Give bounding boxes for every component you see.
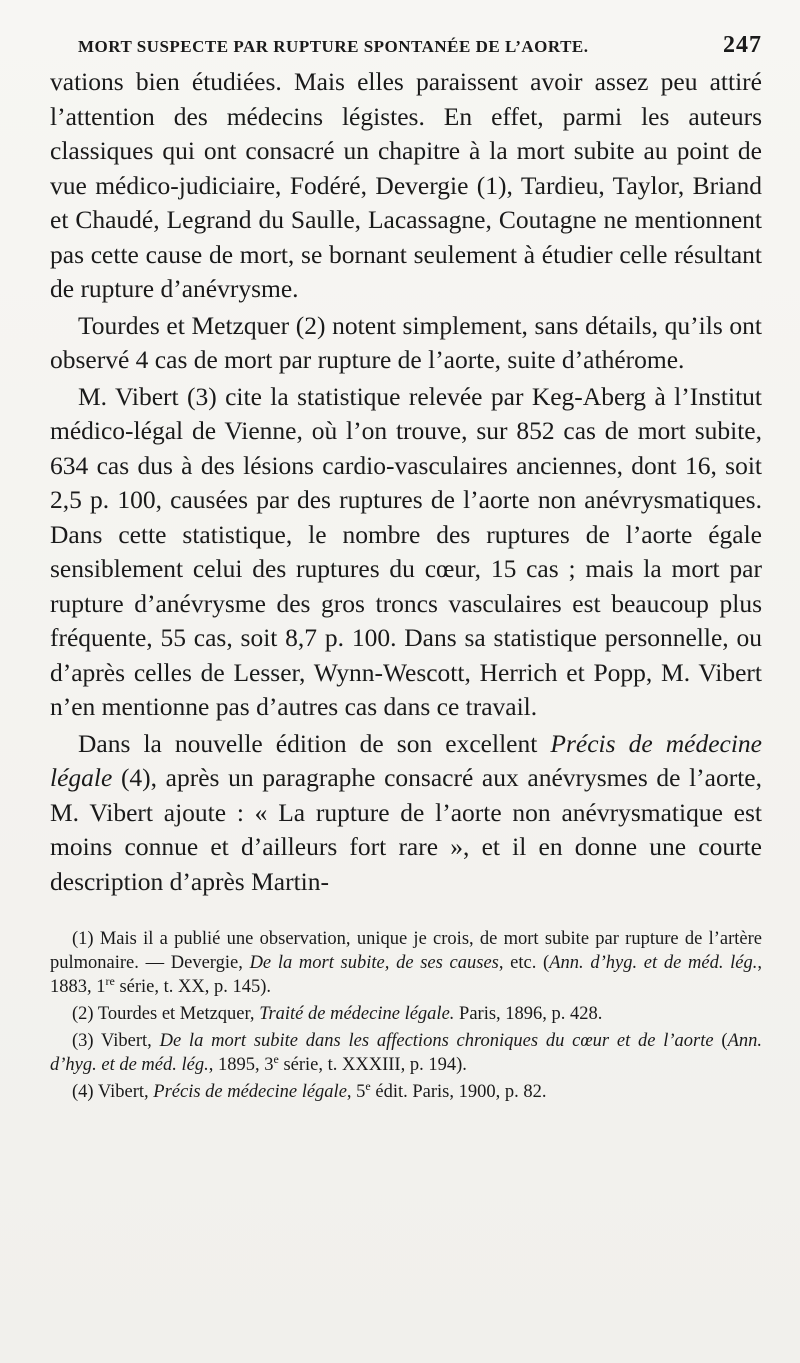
footnote-4-work-title: Précis de médecine légale: [153, 1082, 347, 1102]
footnote-1-text: série, t. XX, p. 145).: [114, 977, 272, 997]
footnote-4-superscript: e: [365, 1078, 371, 1093]
paragraph-4-start: Dans la nouvelle édition de son excellent: [78, 728, 551, 758]
footnote-3-text: , 1895, 3: [208, 1055, 274, 1075]
footnote-1: [50, 927, 762, 999]
footnote-2-text: (2) Tourdes et Metzquer,: [72, 1004, 260, 1024]
footnote-1-text: , etc. (: [498, 953, 550, 973]
paragraph-4-end: (4), après un paragraphe consacré aux anévrysmes de l’aorte, M. Vibert ajoute : « La rupture de l’aorte non anévrysmatique est moins connue et d’ailleurs fort rare », et il en donne une courte description d’après Martin-: [50, 763, 762, 896]
footnote-1-text: , 1883, 1: [50, 953, 762, 997]
page-number: 247: [723, 32, 762, 58]
footnote-2: [50, 1002, 762, 1026]
paragraph-4: [50, 727, 762, 900]
footnote-2-text: Paris, 1896, p. 428.: [454, 1004, 603, 1024]
footnote-1-text: (1) Mais il a publié une observation, unique je crois, de mort subite par rupture de l’artère pulmonaire. — Devergie,: [50, 929, 762, 973]
footnote-1-journal: Ann. d’hyg. et de méd. lég.: [549, 953, 758, 973]
paragraph-3: M. Vibert (3) cite la statistique relevée par Keg-Aberg à l’Institut médico-légal de Vienne, où l’on trouve, sur 852 cas de mort subite, 634 cas dus à des lésions cardio-vasculaires anciennes, dont 16, soit 2,5 p. 100, causées par des ruptures de l’aorte non anévrysmatiques. Dans cette statistique, le nombre des ruptures de l’aorte égale sensiblement celui des ruptures du cœur, 15 cas ; mais la mort par rupture d’anévrysme des gros troncs vasculaires est beaucoup plus fréquente, 55 cas, soit 8,7 p. 100. Dans sa statistique personnelle, ou d’après celles de Lesser, Wynn-Wescott, Herrich et Popp, M. Vibert n’en mentionne pas d’autres cas dans ce travail.: [50, 381, 762, 721]
footnote-3: [50, 1029, 762, 1077]
body-text: [50, 65, 762, 899]
footnote-3-text: (: [713, 1031, 728, 1051]
footnote-3-journal: Ann. d’hyg. et de méd. lég.: [50, 1031, 762, 1075]
footnote-1-work-title: De la mort subite, de ses causes: [249, 953, 499, 973]
footnote-3-work-title: De la mort subite dans les affections chroniques du cœur et de l’aorte: [159, 1031, 714, 1051]
footnotes: [50, 927, 762, 1104]
footnote-3-text: (3) Vibert,: [72, 1031, 160, 1051]
paragraph-2: Tourdes et Metzquer (2) notent simplement, sans détails, qu’ils ont observé 4 cas de mort par rupture de l’aorte, suite d’athérome.: [50, 310, 762, 374]
footnote-3-text: série, t. XXXIII, p. 194).: [278, 1055, 467, 1075]
paragraph-4-book-title: Précis de médecine légale: [50, 728, 762, 792]
running-head: [78, 32, 762, 59]
footnote-1-superscript: re: [105, 973, 115, 988]
footnote-4-text: (4) Vibert,: [72, 1082, 154, 1102]
footnote-4-text: édit. Paris, 1900, p. 82.: [370, 1082, 547, 1102]
footnote-2-work-title: Traité de médecine légale.: [259, 1004, 455, 1024]
paragraph-1: vations bien étudiées. Mais elles paraissent avoir assez peu attiré l’attention des médecins légistes. En effet, parmi les auteurs classiques qui ont consacré un chapitre à la mort subite au point de vue médico-judiciaire, Fodéré, Devergie (1), Tardieu, Taylor, Briand et Chaudé, Legrand du Saulle, Lacassagne, Coutagne ne mentionnent pas cette cause de mort, se bornant seulement à étudier celle résultant de rupture d’anévrysme.: [50, 67, 762, 303]
footnote-4-text: , 5: [346, 1082, 366, 1102]
footnote-4: [50, 1080, 762, 1104]
footnote-3-superscript: e: [273, 1051, 279, 1066]
running-title: MORT SUSPECTE PAR RUPTURE SPONTANÉE DE L’AORTE.: [78, 37, 589, 56]
